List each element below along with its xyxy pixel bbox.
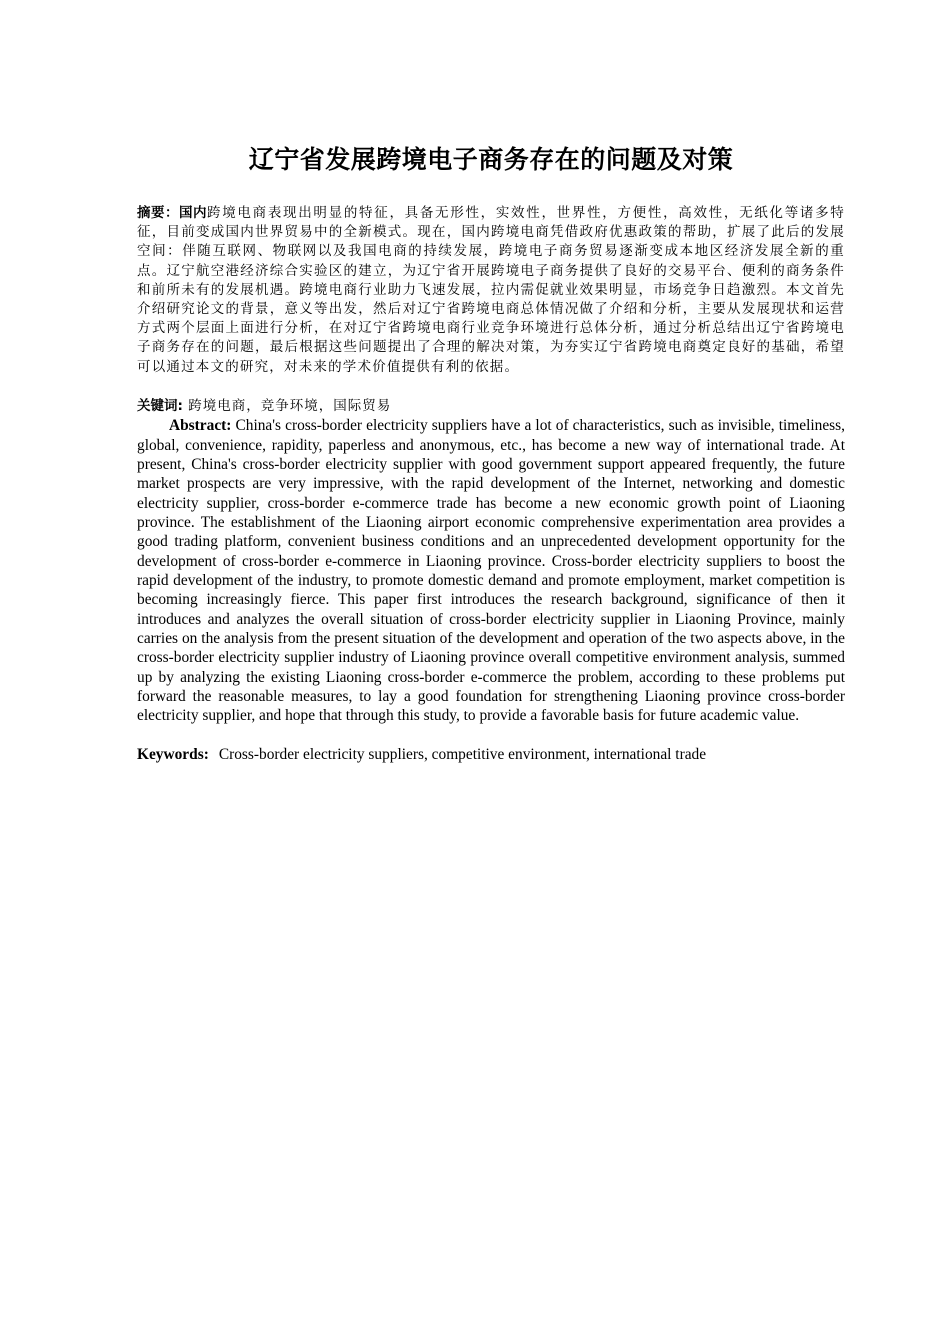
english-keywords <box>137 745 845 765</box>
chinese-abstract <box>137 204 845 377</box>
english-keywords-text: Cross-border electricity suppliers, competitive environment, international trade <box>218 745 707 763</box>
chinese-abstract-label: 摘要：国内 <box>137 205 208 221</box>
english-keywords-label: Keywords: <box>137 745 209 763</box>
chinese-keywords <box>137 397 845 417</box>
paper-title: 辽宁省发展跨境电子商务存在的问题及对策 <box>248 145 734 174</box>
english-abstract-text: China's cross-border electricity suppliers have a lot of characteristics, such as invisible, timeliness, global, convenience, rapidity, paperless and anonymous, etc., has become a new way of international trade. At present, China's cross-border electricity supplier with good government support appeared frequently, the future market prospects are very impressive, with the rapid development of the Internet, networking and domestic electricity supplier, cross-border e-commerce trade has become a new economic growth point of Liaoning province. The establishment of the Liaoning airport economic comprehensive experimentation area provides a good trading platform, convenient business conditions and an unprecedented development opportunity for the development of cross-border e-commerce in Liaoning province. Cross-border electricity suppliers to boost the rapid development of the industry, to promote domestic demand and promote employment, market competition is becoming increasingly fierce. This paper first introduces the research background, significance of then it introduces and analyzes the overall situation of cross-border electricity supplier in Liaoning Province, mainly carries on the analysis from the present situation of the development and operation of the two aspects above, in the cross-border electricity supplier industry of Liaoning province overall competitive environment analysis, summed up by analyzing the existing Liaoning cross-border e-commerce the problem, according to these problems put forward the reasonable measures, to lay a good foundation for strengthening Liaoning province cross-border electricity supplier, and hope that through this study, to provide a favorable basis for future academic value. <box>137 417 845 725</box>
chinese-abstract-text: 跨境电商表现出明显的特征，具备无形性，实效性，世界性，方便性，高效性，无纸化等诸多特征，目前变成国内世界贸易中的全新模式。现在，国内跨境电商凭借政府优惠政策的帮助，扩展了此后的发展空间：伴随互联网、物联网以及我国电商的持续发展，跨境电子商务贸易逐渐变成本地区经济发展全新的重点。辽宁航空港经济综合实验区的建立，为辽宁省开展跨境电子商务提供了良好的交易平台、便利的商务条件和前所未有的发展机遇。跨境电商行业助力飞速发展，拉内需促就业效果明显，市场竞争日趋激烈。本文首先介绍研究论文的背景，意义等出发，然后对辽宁省跨境电商总体情况做了介绍和分析，主要从发展现状和运营方式两个层面上面进行分析，在对辽宁省跨境电商行业竞争环境进行总体分析，通过分析总结出辽宁省跨境电子商务存在的问题，最后根据这些问题提出了合理的解决对策，为夯实辽宁省跨境电商奠定良好的基础，希望可以通过本文的研究，对未来的学术价值提供有利的依据。 <box>137 205 845 375</box>
chinese-keywords-label: 关键词: <box>137 397 183 414</box>
english-abstract <box>137 416 845 726</box>
chinese-keywords-text: 跨境电商，竞争环境，国际贸易 <box>188 397 392 414</box>
paper-page <box>137 140 845 764</box>
english-abstract-label: Abstract: <box>169 417 232 435</box>
